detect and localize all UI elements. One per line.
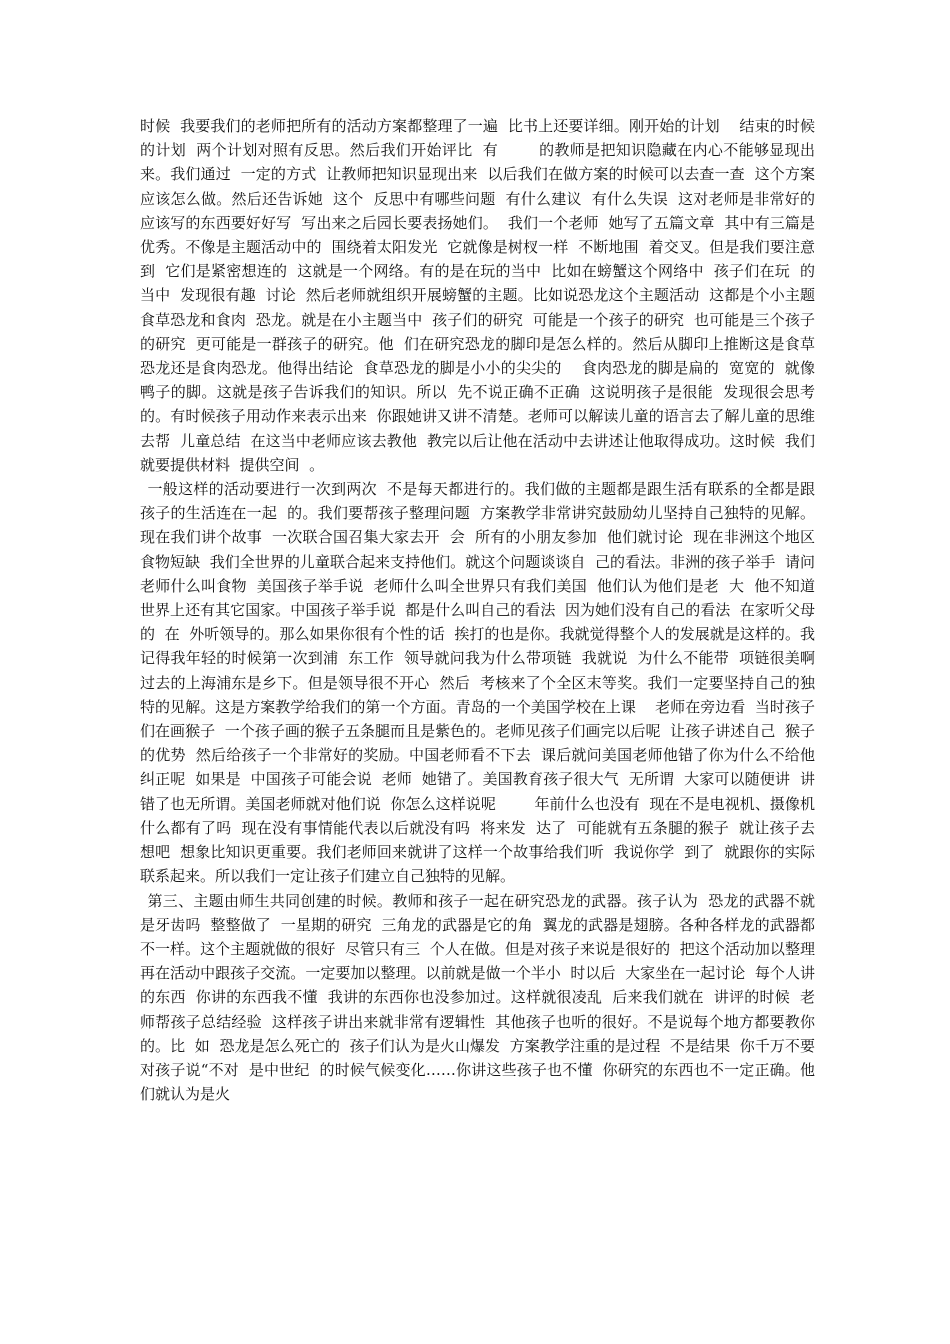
paragraph-2: 一般这样的活动要进行一次到两次 不是每天都进行的。我们做的主题都是跟生活有联系的全都是跟孩子的生活连在一起 的。我们要帮孩子整理问题 方案教学非常讲究鼓励幼儿坚持自己独特的见解。现在我们讲个故事 一次联合国召集大家去开 会 所有的小朋友参加 他们就讨论 现在非洲这个地区食物短缺 我们全世界的儿童联合起来支持他们。就这个问题谈谈自 己的看法。非洲的孩子举手 请问老师什么叫食物 美国孩子举手说 老师什么叫全世界只有我们美国 他们认为他们是老 大 他不知道世界上还有其它国家。中国孩子举手说 都是什么叫自己的看法 因为她们没有自己的看法 在家听父母的 在 外听领导的。那么如果你很有个性的话 挨打的也是你。我就觉得整个人的发展就是这样的。我记得我年轻的时候第一次到浦 东工作 领导就问我为什么带项链 我就说 为什么不能带 项链很美啊 过去的上海浦东是乡下。但是领导很不开心 然后 考核来了个全区末等奖。我们一定要坚持自己的独特的见解。这是方案教学给我们的第一个方面。青岛的一个美国学校在上课 老师在旁边看 当时孩子们在画猴子 一个孩子画的猴子五条腿而且是紫色的。老师见孩子们画完以后呢 让孩子讲述自己 猴子的优势 然后给孩子一个非常好的奖励。中国老师看不下去 课后就问美国老师他错了你为什么不给他纠正呢 如果是 中国孩子可能会说 老师 她错了。美国教育孩子很大气 无所谓 大家可以随便讲 讲错了也无所谓。美国老师就对他们说 你怎么这样说呢 年前什么也没有 现在不是电视机、摄像机什么都有了吗 现在没有事情能代表以后就没有吗 将来发 达了 可能就有五条腿的猴子 就让孩子去想吧 想象比知识更重要。我们老师回来就讲了这样一个故事给我们听 我说你学 到了 就跟你的实际联系起来。所以我们一定让孩子们建立自己独特的见解。 (140, 480, 825, 886)
paragraph-3: 第三、主题由师生共同创建的时候。教师和孩子一起在研究恐龙的武器。孩子认为 恐龙的武器不就是牙齿吗 整整做了 一星期的研究 三角龙的武器是它的角 翼龙的武器是翅膀。各种各样龙的武器都不一样。这个主题就做的很好 尽管只有三 个人在做。但是对孩子来说是很好的 把这个活动加以整理 再在活动中跟孩子交流。一定要加以整理。以前就是做一个半小 时以后 大家坐在一起讨论 每个人讲的东西 你讲的东西我不懂 我讲的东西你也没参加过。这样就很凌乱 后来我们就在 讲评的时候 老师帮孩子总结经验 这样孩子讲出来就非常有逻辑性 其他孩子也听的很好。不是说每个地方都要教你的。比 如 恐龙是怎么死亡的 孩子们认为是火山爆发 方案教学注重的是过程 不是结果 你千万不要对孩子说“不对 是中世纪 的时候气候变化……你讲这些孩子也不懂 你研究的东西也不一定正确。他们就认为是火 (140, 891, 825, 1104)
document-body (140, 114, 825, 1106)
paragraph-1: 时候 我要我们的老师把所有的活动方案都整理了一遍 比书上还要详细。刚开始的计划 结束的时候的计划 两个计划对照有反思。然后我们开始评比 有 的教师是把知识隐藏在内心不能够显现出来。我们通过 一定的方式 让教师把知识显现出来 以后我们在做方案的时候可以去查一查 这个方案应该怎么做。然后还告诉她 这个 反思中有哪些问题 有什么建议 有什么失误 这对老师是非常好的 应该写的东西要好好写 写出来之后园长要表扬她们。 我们一个老师 她写了五篇文章 其中有三篇是优秀。不像是主题活动中的 围绕着太阳发光 它就像是树杈一样 不断地围 着交叉。但是我们要注意到 它们是紧密想连的 这就是一个网络。有的是在玩的当中 比如在螃蟹这个网络中 孩子们在玩 的当中 发现很有趣 讨论 然后老师就组织开展螃蟹的主题。比如说恐龙这个主题活动 这都是个小主题 食草恐龙和食肉 恐龙。就是在小主题当中 孩子们的研究 可能是一个孩子的研究 也可能是三个孩子的研究 更可能是一群孩子的研究。他 们在研究恐龙的脚印是怎么样的。然后从脚印上推断这是食草恐龙还是食肉恐龙。他得出结论 食草恐龙的脚是小小的尖尖的 食肉恐龙的脚是扁的 宽宽的 就像鸭子的脚。这就是孩子告诉我们的知识。所以 先不说正确不正确 这说明孩子是很能 发现很会思考的。有时候孩子用动作来表示出来 你跟她讲又讲不清楚。老师可以解读儿童的语言去了解儿童的思维 去帮 儿童总结 在这当中老师应该去教他 教完以后让他在活动中去讲述让他取得成功。这时候 我们就要提供材料 提供空间 。 (140, 117, 825, 474)
